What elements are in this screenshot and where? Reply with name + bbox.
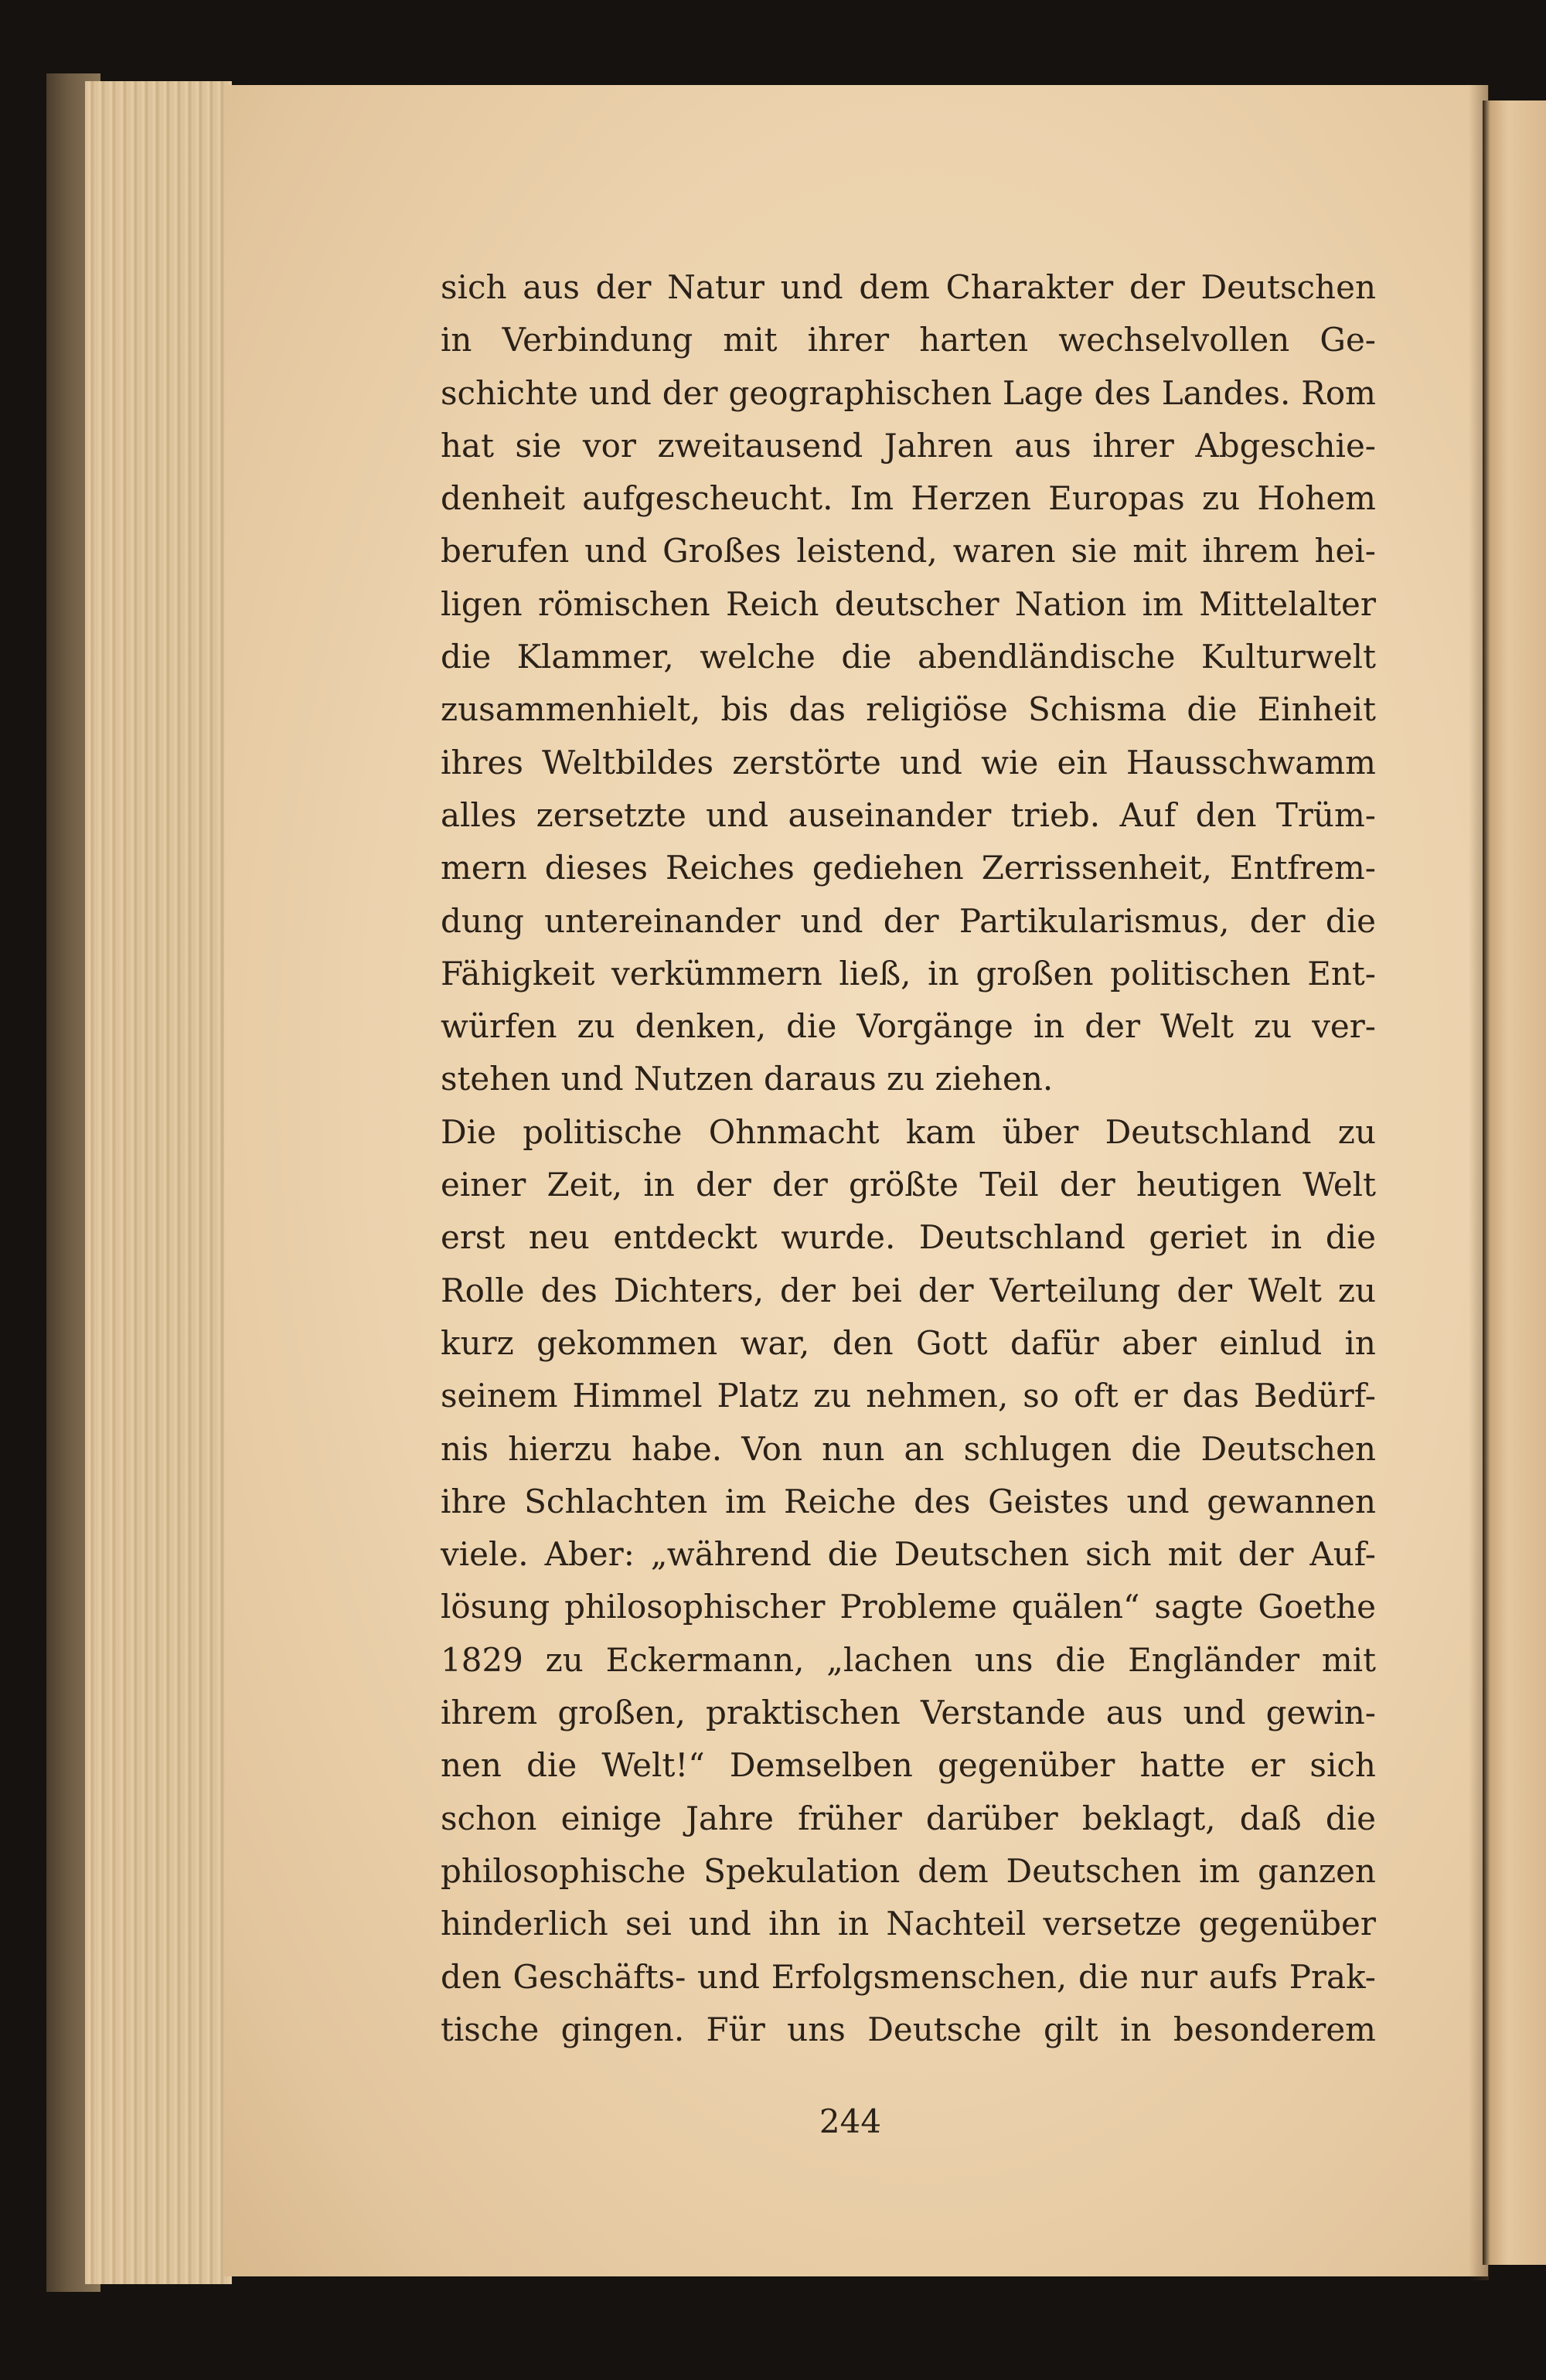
text-line: 1829 zu Eckermann, „lachen uns die Engländer mit	[441, 1640, 1376, 1679]
text-line: Rolle des Dichters, der bei der Verteilung der Welt zu	[441, 1271, 1376, 1309]
text-line: seinem Himmel Platz zu nehmen, so oft er das Bedürf-	[441, 1377, 1376, 1415]
text-line: ihres Weltbildes zerstörte und wie ein Hausschwamm	[441, 743, 1376, 781]
text-line: tische gingen. Für uns Deutsche gilt in besonderem	[441, 2010, 1376, 2048]
text-line: ihre Schlachten im Reiche des Geistes und gewannen	[441, 1482, 1376, 1520]
text-line: schon einige Jahre früher darüber beklagt, daß die	[441, 1799, 1376, 1837]
text-line: den Geschäfts- und Erfolgsmenschen, die nur aufs Prak-	[441, 1957, 1376, 1996]
text-line: hat sie vor zweitausend Jahren aus ihrer Abgeschie-	[441, 426, 1376, 465]
text-line: viele. Aber: „während die Deutschen sich mit der Auf-	[441, 1535, 1376, 1574]
text-line: ihrem großen, praktischen Verstande aus und gewin-	[441, 1694, 1376, 1732]
body-text	[441, 261, 1376, 2056]
text-line: philosophische Spekulation dem Deutschen im ganzen	[441, 1851, 1376, 1890]
text-line: in Verbindung mit ihrer harten wechselvollen Ge-	[441, 321, 1376, 359]
text-line: denheit aufgescheucht. Im Herzen Europas zu Hohem	[441, 479, 1376, 518]
text-line: nis hierzu habe. Von nun an schlugen die Deutschen	[441, 1429, 1376, 1468]
text-line: sich aus der Natur und dem Charakter der Deutschen	[441, 268, 1376, 306]
text-line: würfen zu denken, die Vorgänge in der Welt zu ver-	[441, 1007, 1376, 1046]
text-line: schichte und der geographischen Lage des Landes. Rom	[441, 373, 1376, 412]
page-number: 244	[819, 2103, 882, 2140]
text-line: dung untereinander und der Partikularismus, der die	[441, 901, 1376, 940]
text-line: stehen und Nutzen daraus zu ziehen.	[441, 1060, 1054, 1098]
text-line: hinderlich sei und ihn in Nachteil versetze gegenüber	[441, 1905, 1376, 1943]
text-line: nen die Welt!“ Demselben gegenüber hatte er sich	[441, 1746, 1376, 1785]
text-line: berufen und Großes leistend, waren sie mit ihrem hei-	[441, 532, 1376, 570]
text-line: die Klammer, welche die abendländische Kulturwelt	[441, 638, 1376, 676]
text-line: erst neu entdeckt wurde. Deutschland geriet in die	[441, 1218, 1376, 1257]
text-line: zusammenhielt, bis das religiöse Schisma die Einheit	[441, 690, 1376, 729]
text-line: Fähigkeit verkümmern ließ, in großen politischen Ent-	[441, 954, 1376, 993]
page-stack-edge	[85, 81, 232, 2284]
text-line: alles zersetzte und auseinander trieb. Auf den Trüm-	[441, 795, 1376, 834]
facing-page-edge	[1483, 100, 1546, 2265]
text-line: kurz gekommen war, den Gott dafür aber einlud in	[441, 1323, 1376, 1362]
text-line: lösung philosophischer Probleme quälen“ sagte Goethe	[441, 1588, 1376, 1626]
text-line: Die politische Ohnmacht kam über Deutschland zu	[441, 1112, 1376, 1151]
text-line: mern dieses Reiches gediehen Zerrissenheit, Entfrem-	[441, 849, 1376, 887]
text-line: einer Zeit, in der der größte Teil der heutigen Welt	[441, 1166, 1376, 1204]
text-line: ligen römischen Reich deutscher Nation im Mittelalter	[441, 584, 1376, 623]
